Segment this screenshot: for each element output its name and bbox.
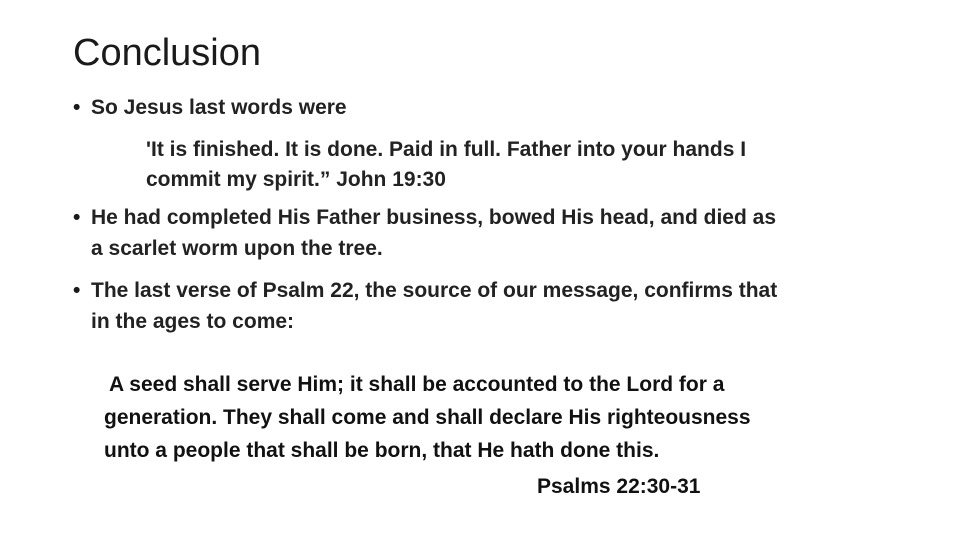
- scripture-line-3: unto a people that shall be born, that He hath done this.: [104, 439, 660, 462]
- bullet-2-line-1: He had completed His Father business, bowed His head, and died as: [91, 206, 776, 229]
- bullet-2-line-2: a scarlet worm upon the tree.: [91, 237, 383, 260]
- bullet-icon: •: [73, 279, 81, 302]
- scripture-line-2: generation. They shall come and shall declare His righteousness: [104, 406, 751, 429]
- scripture-line-1: A seed shall serve Him; it shall be accounted to the Lord for a: [104, 373, 725, 396]
- quote-line-2: commit my spirit.” John 19:30: [146, 168, 446, 191]
- slide-title: Conclusion: [73, 32, 261, 74]
- bullet-icon: •: [73, 206, 81, 229]
- quote-line-1: 'It is finished. It is done. Paid in full. Father into your hands I: [146, 138, 747, 161]
- bullet-1-text: So Jesus last words were: [91, 96, 347, 119]
- scripture-reference: Psalms 22:30-31: [537, 475, 701, 498]
- bullet-3-line-1: The last verse of Psalm 22, the source of our message, confirms that: [91, 279, 778, 302]
- scripture-quote: [104, 368, 864, 467]
- bullet-3-line-2: in the ages to come:: [91, 310, 295, 333]
- bullet-icon: •: [73, 96, 81, 119]
